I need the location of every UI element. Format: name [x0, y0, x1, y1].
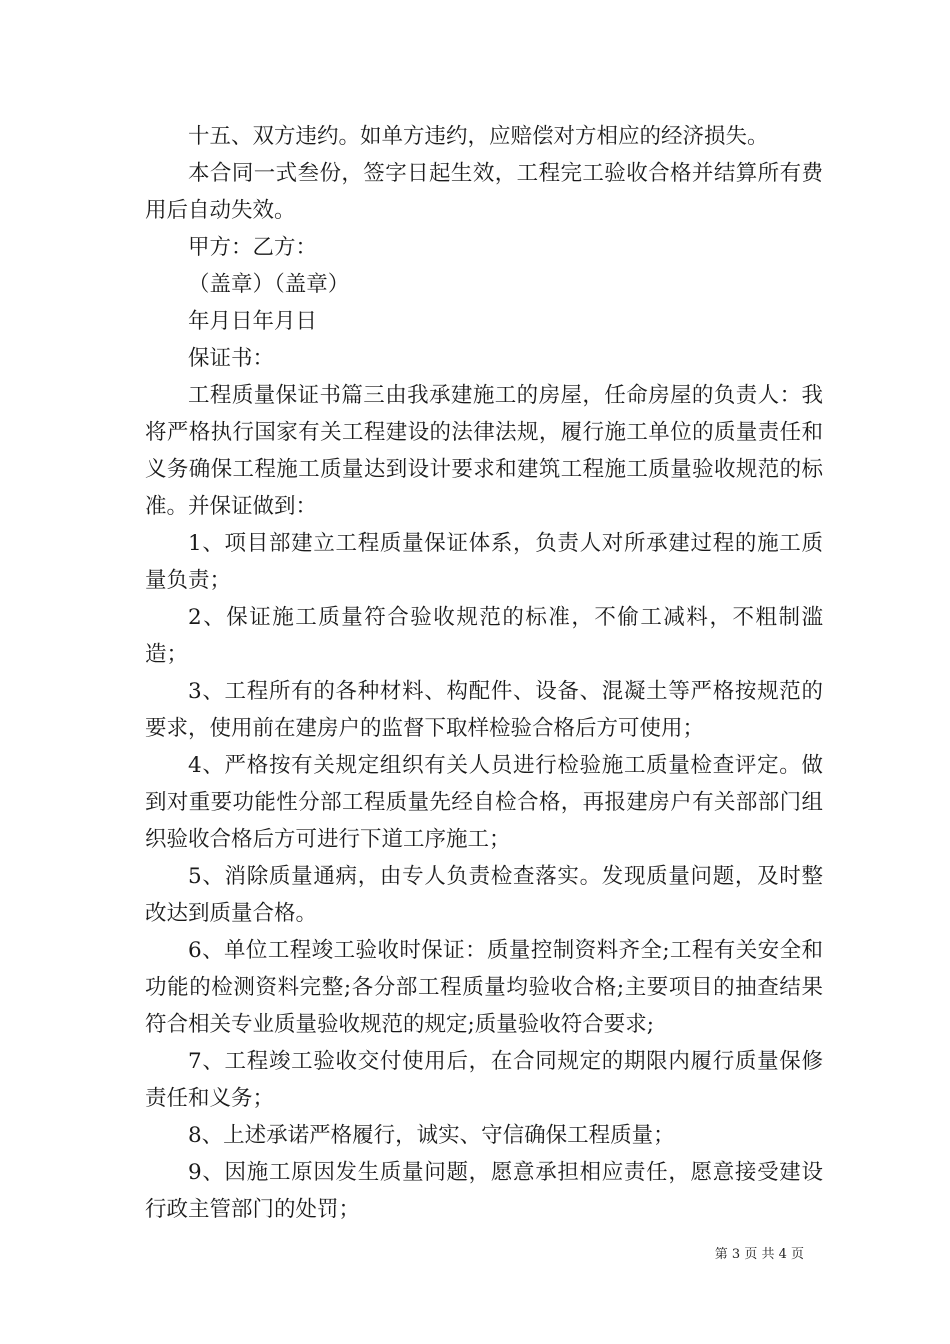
guarantee-heading: 保证书： — [188, 346, 275, 371]
guarantee-item-8: 8、上述承诺严格履行，诚实、守信确保工程质量； — [188, 1123, 675, 1148]
guarantee-item-9: 9、因施工原因发生质量问题，愿意承担相应责任，愿意接受建设行政主管部门的处罚； — [145, 1160, 823, 1222]
seal-labels: （盖章）（盖章） — [188, 272, 350, 297]
guarantee-item-5: 5、消除质量通病，由专人负责检查落实。发现质量问题，及时整改达到质量合格。 — [145, 864, 823, 926]
clause-breach: 十五、双方违约。如单方违约，应赔偿对方相应的经济损失。 — [188, 124, 769, 149]
guarantee-item-1: 1、项目部建立工程质量保证体系，负责人对所承建过程的施工质量负责； — [145, 531, 823, 593]
guarantee-item-6: 6、单位工程竣工验收时保证：质量控制资料齐全;工程有关安全和功能的检测资料完整;各分部工程质量均验收合格;主要项目的抽查结果符合相关专业质量验收规范的规定;质量验收符合要求; — [145, 938, 823, 1037]
page-number: 第 3 页 共 4 页 — [714, 1247, 804, 1262]
contract-validity: 本合同一式叁份，签字日起生效，工程完工验收合格并结算所有费用后自动失效。 — [145, 161, 823, 223]
document-body — [145, 118, 823, 1228]
guarantee-intro: 工程质量保证书篇三由我承建施工的房屋，任命房屋的负责人：我将严格执行国家有关工程建设的法律法规，履行施工单位的质量责任和义务确保工程施工质量达到设计要求和建筑工程施工质量验收规范的标准。并保证做到： — [145, 383, 823, 519]
guarantee-item-7: 7、工程竣工验收交付使用后，在合同规定的期限内履行质量保修责任和义务； — [145, 1049, 823, 1111]
party-labels: 甲方：乙方： — [188, 235, 318, 260]
date-labels: 年月日年月日 — [188, 309, 318, 334]
guarantee-item-2: 2、保证施工质量符合验收规范的标准，不偷工减料，不粗制滥造； — [145, 605, 823, 667]
guarantee-item-3: 3、工程所有的各种材料、构配件、设备、混凝土等严格按规范的要求，使用前在建房户的监督下取样检验合格后方可使用； — [145, 679, 823, 741]
guarantee-item-4: 4、严格按有关规定组织有关人员进行检验施工质量检查评定。做到对重要功能性分部工程质量先经自检合格，再报建房户有关部部门组织验收合格后方可进行下道工序施工； — [145, 753, 823, 852]
